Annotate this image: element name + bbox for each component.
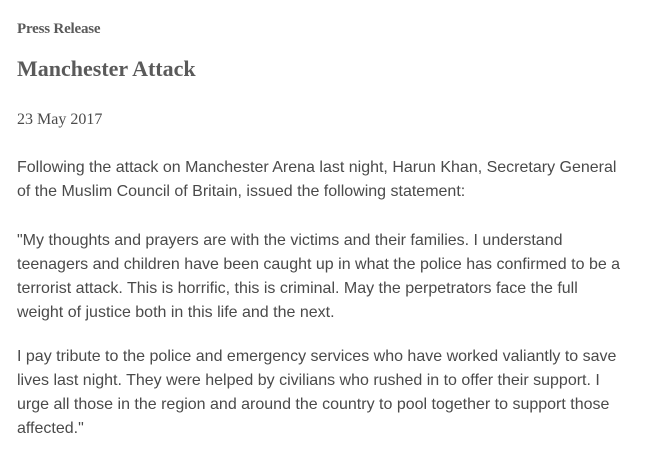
paragraph-line: "My thoughts and prayers are with the victims and their families. I understand [17, 232, 563, 249]
paragraph-line: urge all those in the region and around the country to pool together to support those [17, 396, 610, 413]
publication-date: 23 May 2017 [17, 111, 103, 128]
paragraph-line: Following the attack on Manchester Arena last night, Harun Khan, Secretary General [17, 159, 617, 176]
page-title: Manchester Attack [17, 56, 196, 81]
document-type-label: Press Release [17, 21, 101, 37]
paragraph-line: lives last night. They were helped by civilians who rushed in to offer their support. I [17, 372, 600, 389]
paragraph-line: affected." [17, 420, 84, 437]
paragraph-line: teenagers and children have been caught up in what the police has confirmed to be a [17, 256, 621, 273]
tribute-paragraph [17, 345, 642, 441]
paragraph-line: of the Muslim Council of Britain, issued the following statement: [17, 183, 466, 200]
paragraph-line: terrorist attack. This is horrific, this is criminal. May the perpetrators face the full [17, 280, 578, 297]
statement-paragraph [17, 229, 642, 325]
intro-paragraph [17, 156, 642, 204]
paragraph-line: weight of justice both in this life and the next. [17, 304, 335, 321]
paragraph-line: I pay tribute to the police and emergency services who have worked valiantly to save [17, 348, 617, 365]
